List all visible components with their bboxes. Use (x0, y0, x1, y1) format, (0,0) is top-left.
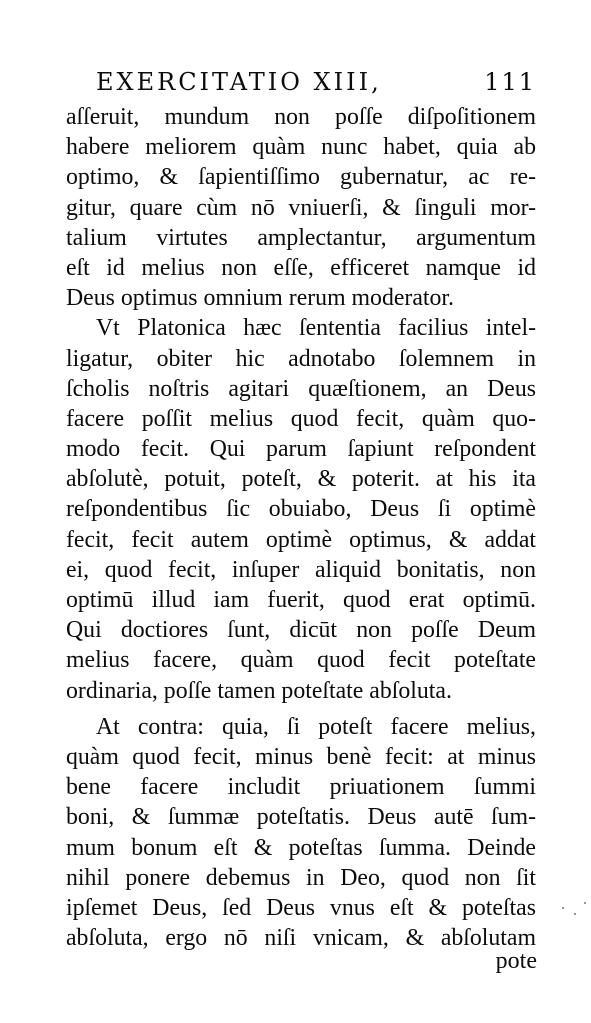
text-line: melius facere, quàm quod fecit poteſtate (66, 647, 536, 674)
scan-speck (562, 907, 564, 909)
page-number: 111 (484, 68, 536, 96)
text-line: quàm quod fecit, minus benè fecit: at minus (66, 743, 536, 770)
text-line: aſſeruit, mundum non poſſe diſpoſitionem (66, 104, 536, 130)
text-line: Vt Platonica hæc ſententia facilius intel- (96, 315, 536, 342)
text-line: talium virtutes amplectantur, argumentum (66, 224, 536, 251)
text-line: gitur, quare cùm nō vniuerſi, & ſinguli mor- (66, 194, 536, 221)
text-line: eſt id melius non eſſe, efficeret namque id (66, 254, 536, 281)
text-line: ei, quod fecit, inſuper aliquid bonitatis, non (66, 556, 536, 583)
body-text (66, 102, 536, 953)
text-line: facere poſſit melius quod fecit, quàm quo- (66, 405, 536, 432)
text-line: nihil ponere debemus in Deo, quod non ſit (66, 864, 536, 891)
text-line: reſpondentibus ſic obuiabo, Deus ſi optimè (66, 496, 536, 523)
text-line: optimū illud iam fuerit, quod erat optimū. (66, 587, 536, 613)
text-line: ipſemet Deus, ſed Deus vnus eſt & poteſtas (66, 894, 536, 921)
text-line: mum bonum eſt & poteſtas ſumma. Deinde (66, 834, 536, 861)
text-line: Qui doctiores ſunt, dicūt non poſſe Deum (66, 617, 536, 644)
text-line: ſcholis noſtris agitari quæſtionem, an Deus (66, 375, 536, 402)
text-line: fecit, fecit autem optimè optimus, & addat (66, 526, 536, 553)
text-line: Deus optimus omnium rerum moderator. (66, 285, 454, 312)
text-line: optimo, & ſapientiſſimo gubernatur, ac re- (66, 164, 536, 191)
scan-speck (574, 913, 576, 915)
text-line: modo fecit. Qui parum ſapiunt reſpondent (66, 436, 536, 463)
scan-speck (584, 902, 586, 904)
text-line: abſoluta, ergo nō niſi vnicam, & abſolutam (66, 925, 536, 952)
running-head-title: EXERCITATIO XIII, (96, 68, 382, 96)
text-line: abſolutè, potuit, poteſt, & poterit. at his ita (66, 466, 536, 493)
text-line: ligatur, obiter hic adnotabo ſolemnem in (66, 345, 536, 372)
text-line: ordinaria, poſſe tamen poteſtate abſoluta. (66, 677, 452, 704)
running-head (96, 64, 536, 100)
text-line: habere meliorem quàm nunc habet, quia ab (66, 134, 536, 161)
text-line: bene facere includit priuationem ſummi (66, 774, 536, 801)
catchword: pote (495, 948, 537, 974)
text-line: boni, & ſummæ poteſtatis. Deus autē ſum- (66, 804, 536, 831)
text-line: At contra: quia, ſi poteſt facere melius, (96, 713, 536, 740)
